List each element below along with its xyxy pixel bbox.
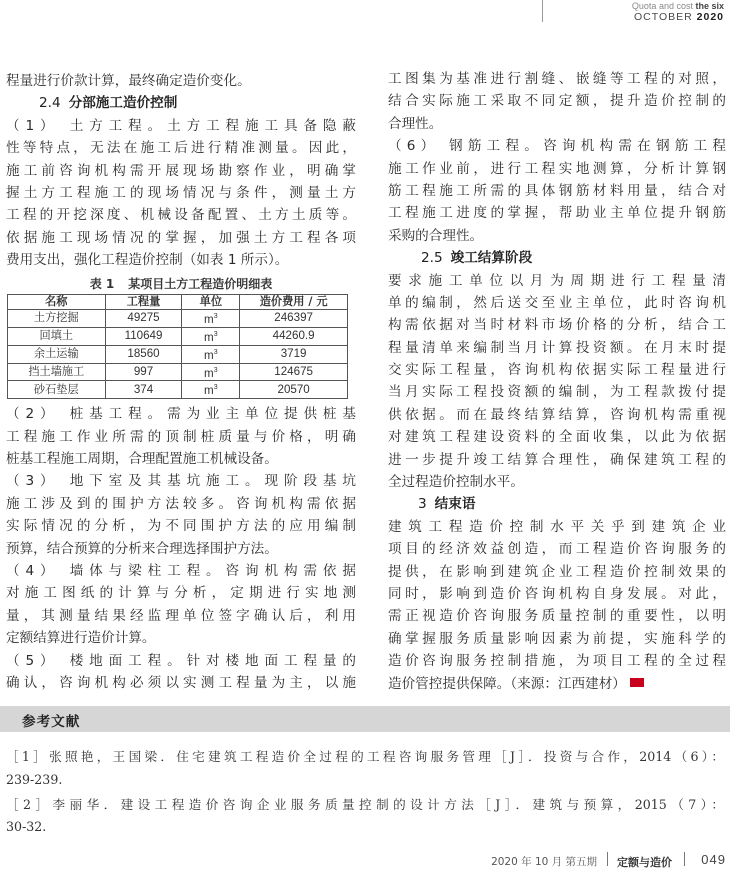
table-cell-unit: $m^3$ [182,345,240,363]
text-line: 要求施工单位以月为周期进行工程量清 [388,272,726,289]
table-cell-cost: 44260.9 [240,327,348,345]
text-line: 对施工图纸的计算与分析，定期进行实地测 [6,585,356,602]
table-row [8,310,348,328]
paragraph-earthwork [6,115,356,272]
text-line: 交实际工程量，咨询机构依据实际工程量进行 [388,362,726,379]
column-header: 名称 [8,294,106,310]
table-cell-qty: 110649 [105,327,182,345]
text-line: 合理性。 [388,115,443,132]
header-journal-name: Quota and cost the six [631,1,724,11]
table-cell-unit: $m^3$ [182,327,240,345]
right-column [388,68,726,695]
text-line: 工图集为基准进行割缝、嵌缝等工程的对照， [388,71,726,87]
text-line: 定额结算进行造价计算。 [6,630,156,647]
references-title: 参考文献 [22,714,81,730]
text-line: 施工涉及到的围护方法较多。咨询机构需依据 [6,495,356,512]
article-end-mark-icon [630,678,644,687]
paragraph-pile-foundation [6,403,356,470]
paragraph [6,70,356,92]
text-line: （1） 土方工程。土方工程施工具备隐蔽 [6,117,356,134]
text-line: 握土方工程施工的现场情况与条件，测量土方 [6,184,356,201]
table-cell-cost: 3719 [240,345,348,363]
paragraph-settlement [388,270,726,494]
text-line: 工程施工作业所需的顶制桩质量与价格，明确 [6,428,356,445]
page-number: 049 [701,852,726,867]
text-line: 需正视造价咨询服务质量控制的重要性，以明 [388,608,726,625]
table-header-row [8,294,348,310]
table-cell-qty: 18560 [105,345,182,363]
text-line: 确掌握服务质量影响因素为前提，实施科学的 [388,630,726,647]
text-line: 量，其测量结果经监理单位签字确认后，利用 [6,607,356,624]
text-line: 结合实际施工采取不同定额，提升造价控制的 [388,93,726,110]
text-line: 单的编制，然后送交至业主单位，此时咨询机 [388,294,726,311]
footer-divider [684,852,685,866]
table-row [8,345,348,363]
text-line: （5） 楼地面工程。针对楼地面工程量的 [6,652,356,669]
text-line: 构需依据对当时材料市场价格的分析，结合工 [388,317,726,334]
text-line: 供依据。而在最终结算结算，咨询机构需重视 [388,406,726,423]
text-line: （3） 地下室及其基坑施工。现阶段基坑 [6,473,356,490]
page-footer [450,852,730,870]
left-column [6,70,356,694]
text-line: 同时，影响到造价咨询机构自身发展。对此， [388,585,726,602]
table-cell-cost: 124675 [240,363,348,381]
column-header: 造价费用 / 元 [240,294,348,310]
section-heading-3: 3 结束语 [418,496,476,513]
footer-issue-date: 2020 年 10 月 第五期 [491,856,597,868]
references-title-bar [0,706,730,732]
text-line: 全过程造价控制水平。 [388,474,524,491]
table-cell-name: 回填土 [8,327,106,345]
text-line: 依据施工现场情况的掌握，加强土方工程各项 [6,229,356,246]
text-line: 工程施工进度的掌握，帮助业主单位提升钢筋 [388,205,726,222]
table-cell-unit: $m^3$ [182,310,240,328]
text-line: 对建筑工程建设资料的全面收集，以此为依据 [388,429,726,446]
table-row [8,381,348,399]
text-line: 采购的合理性。 [388,227,484,244]
table-cell-cost: 20570 [240,381,348,399]
header-divider [542,0,543,22]
text-line: 性等特点，无法在施工后进行精准测量。因此， [6,140,356,157]
text-line: （6） 钢筋工程。咨询机构需在钢筋工程 [388,138,726,155]
running-header [530,0,730,26]
text-line: 施工作业前，进行工程实地测算，分析计算钢 [388,160,726,177]
table-cell-qty: 997 [105,363,182,381]
text-line: 工程的开挖深度、机械设备配置、土方土质等。 [6,207,356,224]
earthwork-cost-table [7,294,348,400]
text-line: 确认，咨询机构必须以实测工程量为主，以施 [6,675,356,691]
table-cell-unit: $m^3$ [182,381,240,399]
text-line: 筋工程施工所需的具体钢筋材料用量，结合对 [388,182,726,199]
table-cell-name: 砂石垫层 [8,381,106,399]
table-row [8,327,348,345]
paragraph-rebar [388,135,726,247]
text-line: 项目的经济效益创造，而工程造价咨询服务的 [388,541,726,558]
header-issue-date: OCTOBER 2020 [633,11,724,23]
column-header: 工程量 [105,294,182,310]
text-line: 进一步提升竣工结算合理性，确保建筑工程的 [388,451,726,468]
table-cell-name: 土方挖掘 [8,310,106,328]
text-line: 桩基工程施工周期，合理配置施工机械设备。 [6,451,278,468]
text-line: 程量进行价款计算，最终确定造价变化。 [6,73,251,89]
reference-2-line-2: 30-32. [6,819,47,834]
table-cell-name: 余土运输 [8,345,106,363]
paragraph-basement [6,470,356,560]
table-cell-qty: 374 [105,381,182,399]
table-row [8,363,348,381]
paragraph-floor [6,650,356,695]
footer-divider [607,852,608,866]
table-cell-cost: 246397 [240,310,348,328]
reference-1-line-2: 239-239. [6,772,63,787]
text-line: 费用支出，强化工程造价控制（如表 1 所示）。 [6,252,289,269]
table-cell-unit: $m^3$ [182,363,240,381]
section-heading-2-4: 2.4 分部施工造价控制 [39,95,178,112]
text-line: 实际情况的分析，为不同围护方法的应用编制 [6,518,356,535]
paragraph-conclusion [388,516,726,695]
column-header: 单位 [182,294,240,310]
text-line: （4） 墙体与梁柱工程。咨询机构需依据 [6,563,356,580]
table-cell-qty: 49275 [105,310,182,328]
table-cell-name: 挡土墙施工 [8,363,106,381]
paragraph-continued [388,68,726,135]
footer-magazine-name: 定额与造价 [617,856,672,869]
text-line: 预算，结合预算的分析来合理选择围护方法。 [6,540,278,557]
text-line: 施工前咨询机构需开展现场勘察作业，明确掌 [6,162,356,179]
section-heading-2-5: 2.5 竣工结算阶段 [421,250,533,267]
reference-2-line-1: ［2］李丽华．建设工程造价咨询企业服务质量控制的设计方法［J］．建筑与预算，2015（7）： [6,797,724,812]
text-line: 提供，在影响到建筑企业工程造价控制效果的 [388,563,726,580]
paragraph-walls-beams [6,560,356,650]
reference-1-line-1: ［1］张照艳，王国梁．住宅建筑工程造价全过程的工程咨询服务管理［J］．投资与合作，2014（6）： [6,749,724,764]
text-line: 当月实际工程投资额的编制，为工程款拨付提 [388,384,726,401]
text-line: 造价管控提供保障。（来源：江西建材） [388,673,726,695]
text-line: （2） 桩基工程。需为业主单位提供桩基 [6,406,356,423]
text-line: 建筑工程造价控制水平关乎到建筑企业 [388,518,726,535]
table-caption: 表 1 某项目土方工程造价明细表 [89,276,273,291]
text-line: 造价咨询服务控制措施，为项目工程的全过程 [388,653,726,670]
text-line: 程量清单来编制当月计算投资额。在月末时提 [388,339,726,356]
